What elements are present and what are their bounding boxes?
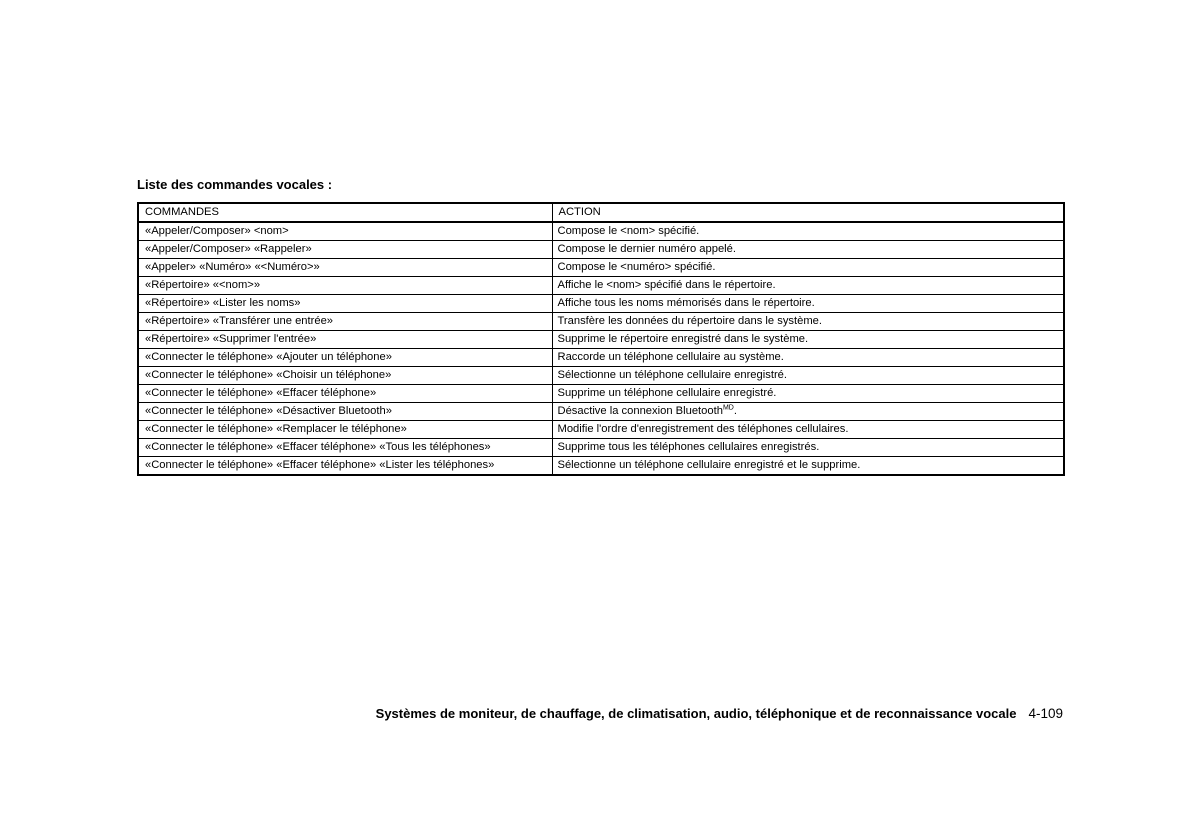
action-cell: Compose le <numéro> spécifié. (552, 259, 1064, 277)
action-cell: Supprime le répertoire enregistré dans le système. (552, 331, 1064, 349)
table-row (138, 331, 1064, 349)
action-text: Désactive la connexion Bluetooth (557, 405, 723, 417)
table-row (138, 439, 1064, 457)
column-header-action: ACTION (552, 203, 1064, 222)
action-cell: Sélectionne un téléphone cellulaire enregistré. (552, 367, 1064, 385)
action-cell: Affiche le <nom> spécifié dans le répertoire. (552, 277, 1064, 295)
action-cell: Raccorde un téléphone cellulaire au système. (552, 349, 1064, 367)
action-cell: Sélectionne un téléphone cellulaire enregistré et le supprime. (552, 457, 1064, 476)
command-cell: «Appeler/Composer» <nom> (138, 222, 552, 241)
command-cell: «Connecter le téléphone» «Choisir un téléphone» (138, 367, 552, 385)
table-row (138, 295, 1064, 313)
voice-commands-table (137, 202, 1065, 476)
table-row (138, 277, 1064, 295)
table-row (138, 421, 1064, 439)
page-footer (0, 706, 1063, 721)
section-title: Liste des commandes vocales : (137, 177, 333, 192)
table-row (138, 349, 1064, 367)
command-cell: «Répertoire» «Supprimer l'entrée» (138, 331, 552, 349)
action-cell: Compose le <nom> spécifié. (552, 222, 1064, 241)
action-cell: Modifie l'ordre d'enregistrement des téléphones cellulaires. (552, 421, 1064, 439)
command-cell: «Connecter le téléphone» «Désactiver Bluetooth» (138, 403, 552, 421)
footer-chapter-title: Systèmes de moniteur, de chauffage, de climatisation, audio, téléphonique et de reconnaissance vocale (375, 706, 1017, 721)
table-row (138, 259, 1064, 277)
command-cell: «Appeler/Composer» «Rappeler» (138, 241, 552, 259)
table-row (138, 403, 1064, 421)
action-cell: Supprime tous les téléphones cellulaires enregistrés. (552, 439, 1064, 457)
table-row (138, 222, 1064, 241)
action-cell (552, 403, 1064, 421)
trademark-superscript: MD (722, 404, 734, 412)
command-cell: «Répertoire» «<nom>» (138, 277, 552, 295)
action-cell: Transfère les données du répertoire dans le système. (552, 313, 1064, 331)
action-cell: Compose le dernier numéro appelé. (552, 241, 1064, 259)
command-cell: «Répertoire» «Lister les noms» (138, 295, 552, 313)
column-header-commandes: COMMANDES (138, 203, 552, 222)
command-cell: «Appeler» «Numéro» «<Numéro>» (138, 259, 552, 277)
table-row (138, 367, 1064, 385)
table-header-row (138, 203, 1064, 222)
action-cell: Supprime un téléphone cellulaire enregistré. (552, 385, 1064, 403)
command-cell: «Répertoire» «Transférer une entrée» (138, 313, 552, 331)
table-row (138, 385, 1064, 403)
action-cell: Affiche tous les noms mémorisés dans le répertoire. (552, 295, 1064, 313)
command-cell: «Connecter le téléphone» «Ajouter un téléphone» (138, 349, 552, 367)
command-cell: «Connecter le téléphone» «Effacer téléphone» (138, 385, 552, 403)
command-cell: «Connecter le téléphone» «Remplacer le téléphone» (138, 421, 552, 439)
command-cell: «Connecter le téléphone» «Effacer téléphone» «Lister les téléphones» (138, 457, 552, 476)
table-row (138, 457, 1064, 476)
action-suffix: . (733, 405, 737, 417)
command-cell: «Connecter le téléphone» «Effacer téléphone» «Tous les téléphones» (138, 439, 552, 457)
page-number: 4-109 (1028, 706, 1063, 721)
table-row (138, 313, 1064, 331)
table-body (138, 222, 1064, 475)
table-row (138, 241, 1064, 259)
